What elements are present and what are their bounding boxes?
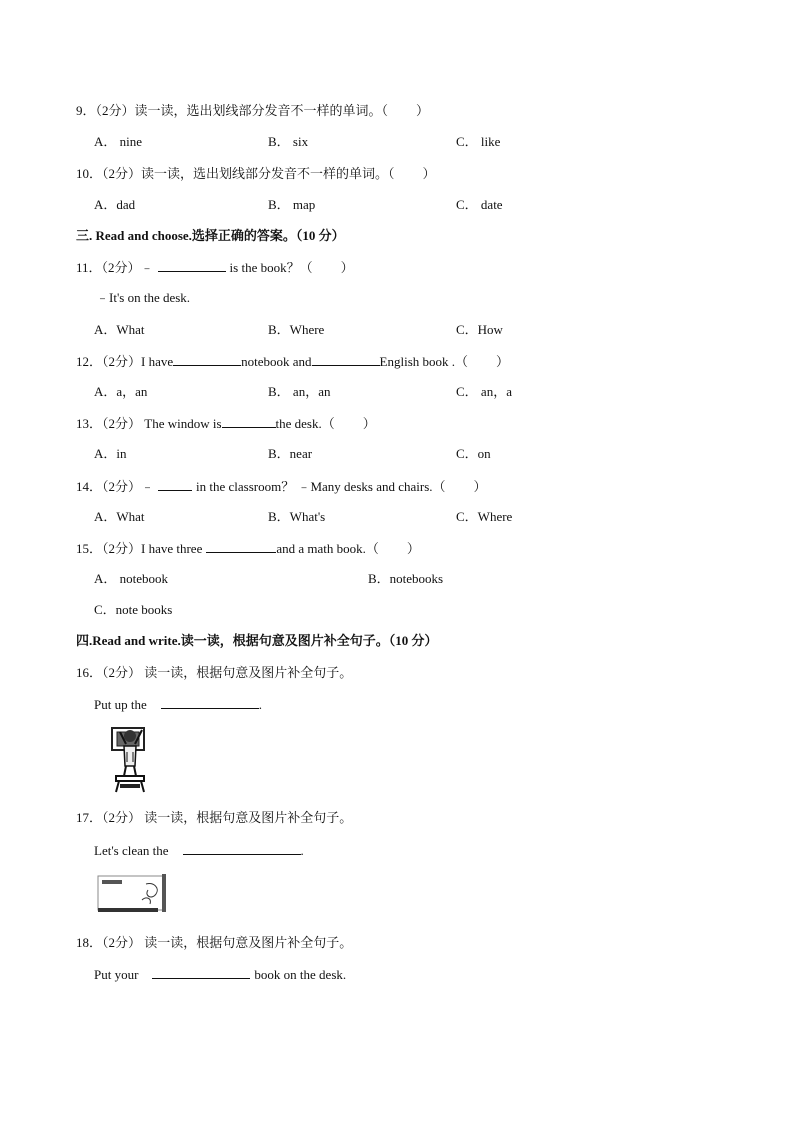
q9-option-b[interactable]: B． six (268, 134, 309, 149)
answer-blank[interactable] (312, 353, 380, 366)
answer-blank[interactable] (152, 966, 250, 979)
question-15-stem: 15．（2分）I have three and a math book.（ ） (76, 541, 420, 556)
question-16-stem: 16．（2分） 读一读，根据句意及图片补全句子。 (76, 665, 353, 680)
q13-option-a[interactable]: A．in (94, 446, 127, 461)
q15-option-c[interactable]: C．note books (94, 602, 173, 617)
child-on-stool-picture (108, 722, 152, 794)
q11-answer-line: ﹣It's on the desk. (96, 290, 191, 305)
q12-option-a[interactable]: A．a，an (94, 384, 148, 399)
q10-option-a[interactable]: A．dad (94, 197, 136, 212)
q11-option-c[interactable]: C．How (456, 322, 503, 337)
question-14-stem: 14．（2分）﹣ in the classroom？ ﹣Many desks and chairs.（ ） (76, 479, 487, 494)
question-16-sentence: Put up the . (94, 697, 262, 712)
question-12-stem: 12．（2分）I have notebook and English book .（ ） (76, 354, 510, 369)
blackboard-picture (96, 872, 170, 916)
question-18-stem: 18．（2分） 读一读，根据句意及图片补全句子。 (76, 935, 353, 950)
section-4-heading: 四.Read and write.读一读，根据句意及图片补全句子。（10 分） (76, 633, 438, 648)
question-18-sentence: Put your book on the desk. (94, 967, 347, 982)
q13-option-b[interactable]: B．near (268, 446, 313, 461)
question-9-stem: 9．（2分）读一读，选出划线部分发音不一样的单词。（ ） (76, 103, 430, 118)
q14-option-a[interactable]: A．What (94, 509, 145, 524)
q15-option-a[interactable]: A． notebook (94, 571, 169, 586)
question-10-stem: 10．（2分）读一读，选出划线部分发音不一样的单词。（ ） (76, 166, 436, 181)
q15-option-b[interactable]: B．notebooks (368, 571, 444, 586)
q10-option-c[interactable]: C． date (456, 197, 503, 212)
answer-blank[interactable] (161, 696, 259, 709)
q9-option-c[interactable]: C． like (456, 134, 501, 149)
question-17-sentence: Let's clean the . (94, 843, 304, 858)
q11-option-a[interactable]: A．What (94, 322, 145, 337)
answer-blank[interactable] (158, 259, 226, 272)
q10-option-b[interactable]: B． map (268, 197, 316, 212)
q12-option-b[interactable]: B． an，an (268, 384, 331, 399)
answer-blank[interactable] (183, 842, 301, 855)
question-13-stem: 13．（2分） The window is the desk.（ ） (76, 416, 376, 431)
answer-blank[interactable] (206, 540, 276, 553)
q9-option-a[interactable]: A． nine (94, 134, 143, 149)
answer-blank[interactable] (158, 478, 192, 491)
question-17-stem: 17．（2分） 读一读，根据句意及图片补全句子。 (76, 810, 353, 825)
q11-option-b[interactable]: B．Where (268, 322, 325, 337)
question-11-stem: 11．（2分）﹣ is the book？（ ） (76, 260, 354, 275)
q12-option-c[interactable]: C． an，a (456, 384, 512, 399)
section-3-heading: 三. Read and choose.选择正确的答案。（10 分） (76, 228, 345, 243)
q14-option-c[interactable]: C．Where (456, 509, 513, 524)
q13-option-c[interactable]: C．on (456, 446, 491, 461)
answer-blank[interactable] (173, 353, 241, 366)
q14-option-b[interactable]: B．What's (268, 509, 326, 524)
answer-blank[interactable] (222, 415, 276, 428)
